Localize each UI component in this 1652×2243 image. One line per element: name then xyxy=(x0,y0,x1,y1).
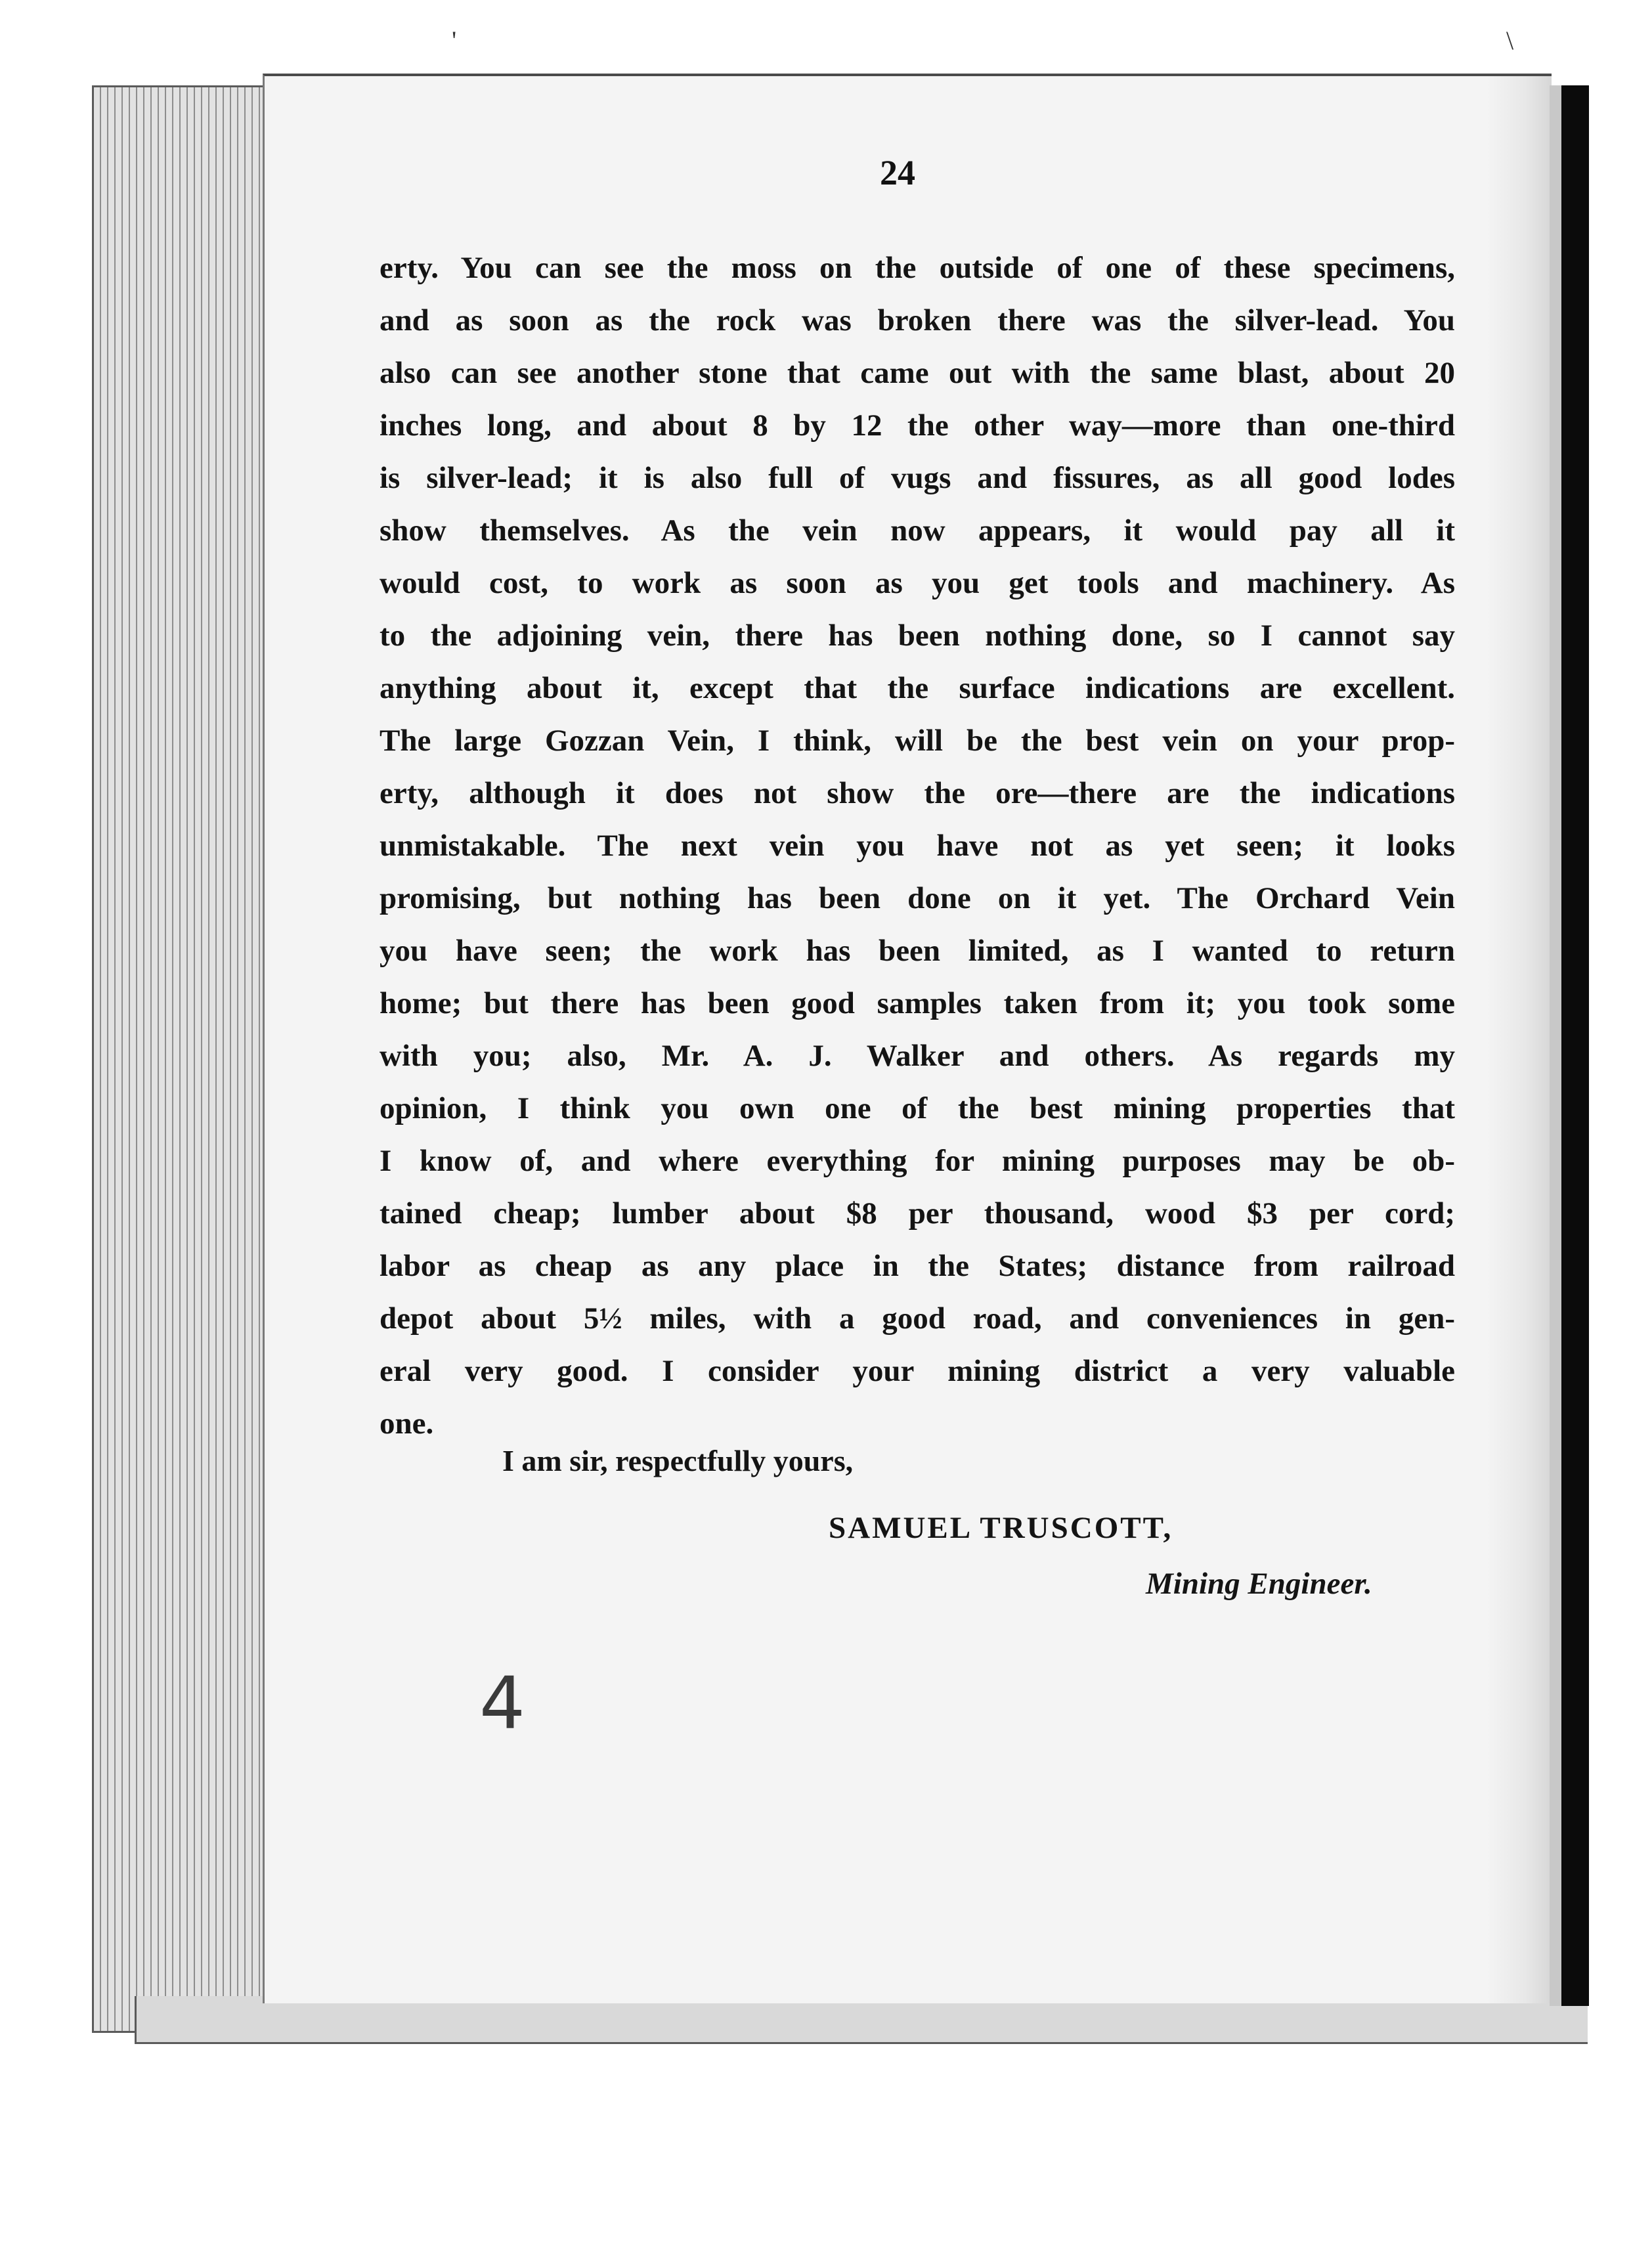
scan-speck: ' xyxy=(452,26,457,55)
text-line: tained cheap; lumber about $8 per thousand, wood $3 per cord; xyxy=(380,1196,1455,1230)
text-line: home; but there has been good samples taken from it; you took some xyxy=(380,986,1455,1020)
pencil-mark: 4 xyxy=(479,1661,525,1745)
gutter-bar xyxy=(1561,85,1589,2006)
text-line: to the adjoining vein, there has been nothing done, so I cannot say xyxy=(380,619,1455,653)
binding-shadow xyxy=(1486,76,1552,2003)
text-line: opinion, I think you own one of the best mining properties that xyxy=(380,1091,1455,1125)
signature-name: SAMUEL TRUSCOTT, xyxy=(829,1511,1173,1545)
text-line: one. xyxy=(380,1406,434,1441)
text-line: also can see another stone that came out with the same blast, about 20 xyxy=(380,356,1455,390)
text-line: would cost, to work as soon as you get tools and machinery. As xyxy=(380,566,1455,600)
text-line: labor as cheap as any place in the States; distance from railroad xyxy=(380,1249,1455,1283)
text-line: inches long, and about 8 by 12 the other way—more than one-third xyxy=(380,408,1455,443)
text-line: I know of, and where everything for mining purposes may be ob- xyxy=(380,1144,1455,1178)
text-line: The large Gozzan Vein, I think, will be the best vein on your prop- xyxy=(380,724,1455,758)
body-text xyxy=(380,242,1455,1450)
text-line: eral very good. I consider your mining district a very valuable xyxy=(380,1354,1455,1388)
signature-title: Mining Engineer. xyxy=(1146,1567,1372,1601)
scan-speck: \ xyxy=(1506,26,1514,55)
text-line: is silver-lead; it is also full of vugs and fissures, as all good lodes xyxy=(380,461,1455,495)
page-number: 24 xyxy=(880,153,915,192)
text-line: and as soon as the rock was broken there was the silver-lead. You xyxy=(380,303,1455,338)
text-line: with you; also, Mr. A. J. Walker and others. As regards my xyxy=(380,1039,1455,1073)
letter-closing: I am sir, respectfully yours, xyxy=(502,1444,854,1477)
text-line: you have seen; the work has been limited, as I wanted to return xyxy=(380,934,1455,968)
text-line: unmistakable. The next vein you have not as yet seen; it looks xyxy=(380,829,1455,863)
text-line: anything about it, except that the surface indications are excellent. xyxy=(380,671,1455,705)
text-line: erty, although it does not show the ore—there are the indications xyxy=(380,776,1455,810)
text-line: depot about 5½ miles, with a good road, and conveniences in gen- xyxy=(380,1301,1455,1336)
gutter-band xyxy=(1550,85,1561,2006)
text-line: show themselves. As the vein now appears, it would pay all it xyxy=(380,513,1455,548)
text-line: promising, but nothing has been done on it yet. The Orchard Vein xyxy=(380,881,1455,915)
text-line: erty. You can see the moss on the outside of one of these specimens, xyxy=(380,251,1455,285)
